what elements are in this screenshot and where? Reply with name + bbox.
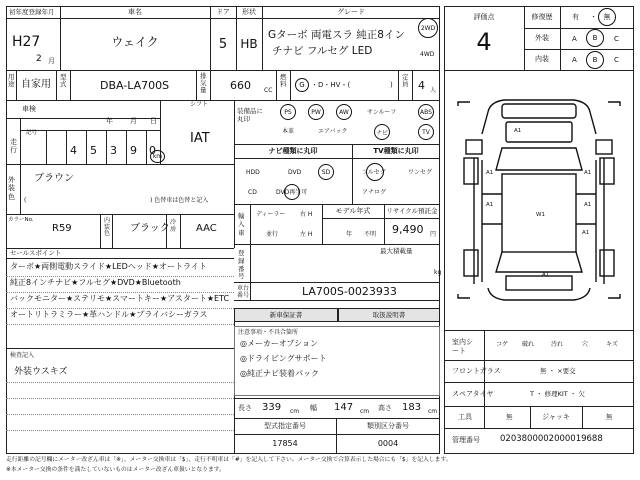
capacity: 4 (418, 79, 425, 92)
inspector-label: 検査記入 (10, 352, 35, 359)
selling-point-1: ターボ★両側電動スライド★LEDヘッド★オートライト (10, 262, 207, 271)
mileage-digit-2: 5 (90, 144, 97, 157)
car-damage-diagram (444, 74, 634, 324)
ac-type: AAC (196, 223, 217, 234)
car-name: ウェイク (111, 35, 159, 49)
model-type: DBA-LA700S (100, 79, 170, 92)
use-value: 自家用 (21, 79, 51, 90)
equip-sunroof: サンルーフ (367, 109, 397, 116)
diagram-mark-4: A1 (486, 202, 494, 208)
chassis-label: 車台番号 (237, 285, 250, 299)
repair-history-label: 修復歴 (531, 13, 553, 21)
mileage-digit-4: 9 (130, 144, 137, 157)
nav-dvd-playback-circle (284, 184, 300, 200)
nav-type-header: ナビ種類に丸印 (268, 147, 318, 155)
front-glass-label: フロントガラス (452, 367, 501, 375)
score-label: 評価点 (473, 13, 495, 21)
interior-grade-b-circled: B (586, 51, 604, 69)
nav-sd-circled: SD (318, 164, 334, 180)
first-reg-year: H27 (12, 34, 41, 50)
owners-manual: 取扱説明書 (372, 311, 406, 319)
import-label: 輸入車 (238, 212, 245, 237)
grade-line-1: Gターボ 両電スラ 純正8イン (268, 29, 405, 41)
jack-label: ジャッキ (542, 413, 570, 421)
overall-score: 4 (476, 28, 492, 56)
equip-tv-circled: TV (418, 124, 434, 140)
door-count: 5 (218, 37, 228, 52)
management-number: 0203800002000019688 (500, 434, 603, 444)
door-label: ドア (216, 8, 230, 16)
equip-leather: 本革 (282, 128, 295, 135)
exterior-grade-b-circled: B (586, 29, 604, 47)
diagram-mark-6: A1 (582, 230, 590, 236)
exterior-color-label: 外装色 (8, 176, 15, 201)
mileage-label: 走行 (10, 138, 17, 155)
note-line-3: ◎純正ナビ装着パック (240, 369, 319, 378)
type-spec-label: 型式指定番号 (264, 422, 306, 430)
fuel-label: 燃料 (280, 73, 287, 89)
shift-value: IAT (190, 131, 210, 146)
footer-note-1: 走行距離の記号欄にメーター改ざん車は「※」、メーター交換車は「$」、走行不明車は「#」を記入して下さい。メーター交換で合算表示した場合にも「$」を記入します。 (6, 457, 452, 463)
selling-point-4: オートリトラミラー★革ハンドル★プライバシーガラス (10, 310, 208, 319)
model-year-label: モデル年式 (335, 207, 371, 215)
seat-label: 室内シート (452, 338, 473, 356)
diagram-mark-5: A1 (584, 202, 592, 208)
drive-2wd-circled: 2WD (418, 18, 438, 38)
tv-fullseg: フルセグ (362, 169, 386, 176)
inspector-note: 外装ウスキズ (14, 367, 68, 377)
fuel-gasoline-circled: G (295, 78, 309, 92)
recolor-note: ) 色替車は色替と記入 (150, 197, 209, 204)
equip-ps-circled: PS (280, 104, 296, 120)
displacement: 660 (230, 79, 251, 92)
ac-label: 冷房 (170, 219, 177, 233)
model-year-value: 不明 (364, 231, 377, 238)
grade-line-2: チナビ フルセグ LED (272, 45, 373, 57)
class-number: 0004 (377, 439, 399, 448)
first-reg-month: 2 (36, 54, 42, 64)
height-value: 183 (402, 402, 422, 413)
color-no-label: カラーNo. (8, 217, 34, 223)
new-car-warranty: 新車保証書 (269, 311, 303, 319)
mileage-unit-km-circled: km (150, 150, 165, 163)
diagram-mark-2: A1 (486, 170, 494, 176)
selling-point-2: 純正8インチナビ★フルセグ★DVD★Bluetooth (10, 278, 181, 287)
recycle-label: リサイクル預託金 (386, 207, 438, 215)
diagram-mark-8: A1 (542, 272, 550, 278)
equipment-label: 装備品に丸印 (237, 107, 263, 123)
type-label: 型式 (60, 73, 67, 89)
diagram-mark-7: W1 (536, 212, 545, 218)
nav-dvd-playback: DVD再生可 (276, 189, 308, 196)
fuel-options: ・D・HV・( (311, 81, 351, 89)
use-label: 用途 (8, 73, 15, 89)
exterior-color: ブラウン (34, 173, 74, 184)
shape-label: 形状 (242, 8, 256, 16)
length-value: 339 (262, 402, 282, 413)
equip-navi-circled: ナビ (374, 124, 390, 140)
car-name-label: 車名 (128, 8, 142, 16)
chassis-number: LA700S-0023933 (302, 285, 397, 298)
equip-abs-circled: ABS (418, 104, 434, 120)
exterior-grade-label: 外装 (535, 34, 549, 42)
height-label: 高さ (378, 404, 392, 412)
equip-pw-circled: PW (308, 104, 324, 120)
management-number-label: 管理番号 (452, 436, 480, 444)
equip-aw-circled: AW (336, 104, 352, 120)
capacity-label: 定員 (402, 73, 409, 89)
color-no: R59 (52, 223, 72, 234)
tools-value: 無 (506, 413, 513, 421)
grade-label: グレード (337, 8, 365, 16)
diagram-mark-1: A1 (514, 128, 522, 134)
spare-tire-value: T ・ 修理KIT ・ 欠 (530, 390, 585, 398)
mileage-digit-1: 4 (70, 144, 77, 157)
mileage-mark-label: 記号 (26, 130, 38, 136)
interior-color-label: 内装色 (104, 217, 111, 238)
first-reg-label: 初年度登録年月 (9, 8, 55, 16)
selling-point-3: バックモニター★ステリモ★スマートキー★アスタート★ETC (10, 294, 230, 303)
shift-label: シフト (190, 101, 209, 108)
mileage-digit-5: 0 (149, 144, 156, 157)
interior-grade-label: 内装 (535, 55, 549, 63)
drive-4wd: 4WD (420, 51, 435, 58)
width-value: 147 (334, 402, 354, 413)
tv-fullseg-circle (366, 163, 384, 181)
length-label: 長さ (238, 404, 252, 412)
footer-note-2: ※本メーター交換の条件を満たしていないものはメーター改ざん車扱いとなります。 (6, 467, 225, 473)
tv-type-header: TV種類に丸印 (373, 147, 419, 155)
repair-none-circled: 無 (598, 8, 616, 26)
diagram-mark-3: A1 (584, 170, 592, 176)
tools-label: 工具 (458, 413, 472, 421)
note-line-2: ◎ドライビングサポート (240, 354, 327, 363)
cc-label: 排気量 (200, 72, 207, 95)
notes-label: 注意事項・不具合箇所 (238, 329, 299, 336)
jack-value: 無 (606, 413, 613, 421)
interior-color: ブラック (130, 223, 170, 234)
max-load-label: 最大積載量 (380, 247, 413, 255)
type-spec-number: 17854 (272, 439, 298, 448)
body-shape: HB (240, 37, 258, 51)
spare-tire-label: スペアタイヤ (452, 390, 494, 398)
class-label: 類別区分番号 (367, 422, 409, 430)
inspection-label: 車検 (22, 105, 36, 113)
note-line-1: ◎メーカーオプション (240, 339, 318, 348)
width-label: 幅 (310, 404, 317, 412)
registration-label: 登録番号 (238, 249, 245, 281)
mileage-digit-3: 3 (110, 144, 117, 157)
recycle-fee: 9,490 (392, 223, 424, 236)
equip-airbag: エアバック (318, 128, 348, 135)
front-glass-value: 無 ・ ×要交 (540, 367, 576, 375)
selling-points-label: セールスポイント (10, 249, 62, 257)
